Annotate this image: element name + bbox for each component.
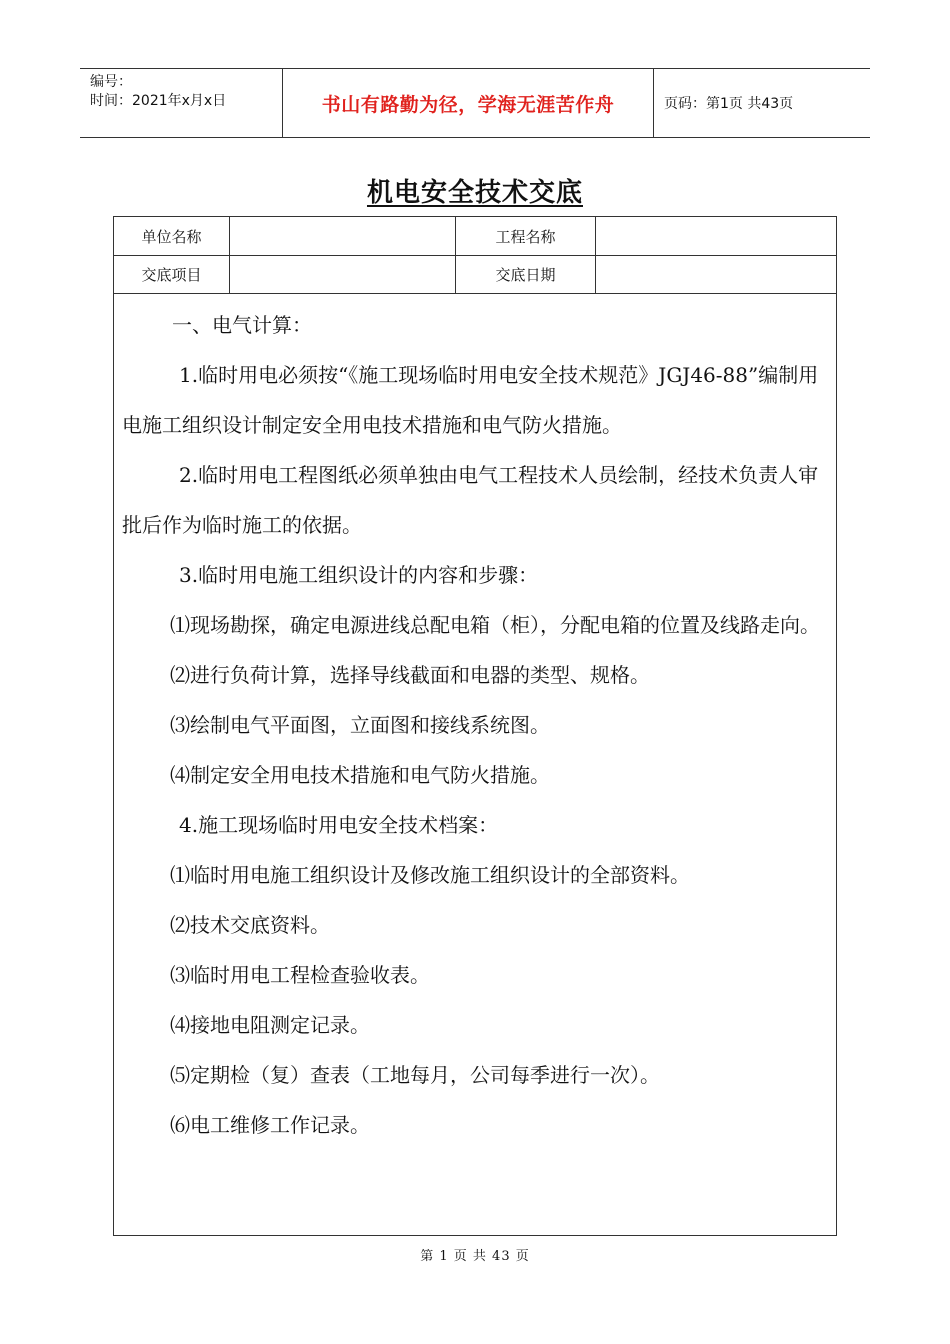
paragraph: 3.临时用电施工组织设计的内容和步骤： — [179, 563, 539, 587]
list-item: ⑴现场勘探，确定电源进线总配电箱（柜），分配电箱的位置及线路走向。 — [170, 613, 820, 637]
list-item: ⑵技术交底资料。 — [170, 913, 330, 937]
project-name-value[interactable] — [596, 217, 836, 255]
list-item: ⑴临时用电施工组织设计及修改施工组织设计的全部资料。 — [170, 863, 690, 887]
date-label: 时间：2021年x月x日 — [90, 93, 227, 109]
list-item: ⑷制定安全用电技术措施和电气防火措施。 — [170, 763, 550, 787]
form-row — [114, 217, 836, 256]
unit-name-label: 单位名称 — [114, 217, 230, 255]
list-item: ⑸定期检（复）查表（工地每月，公司每季进行一次）。 — [170, 1063, 660, 1087]
paragraph: 2.临时用电工程图纸必须单独由电气工程技术人员绘制，经技术负责人审批后作为临时施工的依据。 — [122, 463, 819, 537]
project-name-label: 工程名称 — [456, 217, 596, 255]
header-motto: 书山有路勤为径，学海无涯苦作舟 — [283, 69, 654, 137]
list-item: ⑵进行负荷计算，选择导线截面和电器的类型、规格。 — [170, 663, 650, 687]
item-value[interactable] — [230, 255, 456, 293]
unit-name-value[interactable] — [230, 217, 456, 255]
document-title-text: 机电安全技术交底 — [366, 178, 583, 208]
briefing-date-label: 交底日期 — [456, 255, 596, 293]
list-item: ⑶绘制电气平面图，立面图和接线系统图。 — [170, 713, 550, 737]
document-title — [0, 172, 950, 209]
header-meta — [80, 69, 283, 137]
list-item: ⑹电工维修工作记录。 — [170, 1113, 370, 1137]
list-item: ⑶临时用电工程检查验收表。 — [170, 963, 430, 987]
briefing-date-value[interactable] — [596, 255, 836, 293]
paragraph: 1.临时用电必须按“《施工现场临时用电安全技术规范》JGJ46-88”编制用电施工组织设计制定安全用电技术措施和电气防火措施。 — [122, 363, 819, 437]
header-page-info: 页码：第1页 共43页 — [664, 96, 794, 112]
page-footer: 第 1 页 共 43 页 — [420, 1249, 530, 1264]
item-label: 交底项目 — [114, 255, 230, 293]
number-label: 编号： — [90, 74, 132, 90]
paragraph: 4.施工现场临时用电安全技术档案： — [179, 813, 499, 837]
list-item: ⑷接地电阻测定记录。 — [170, 1013, 370, 1037]
section-heading: 一、电气计算： — [172, 313, 312, 337]
briefing-content — [122, 300, 834, 1150]
page-header — [80, 68, 870, 138]
form-row — [114, 255, 836, 294]
